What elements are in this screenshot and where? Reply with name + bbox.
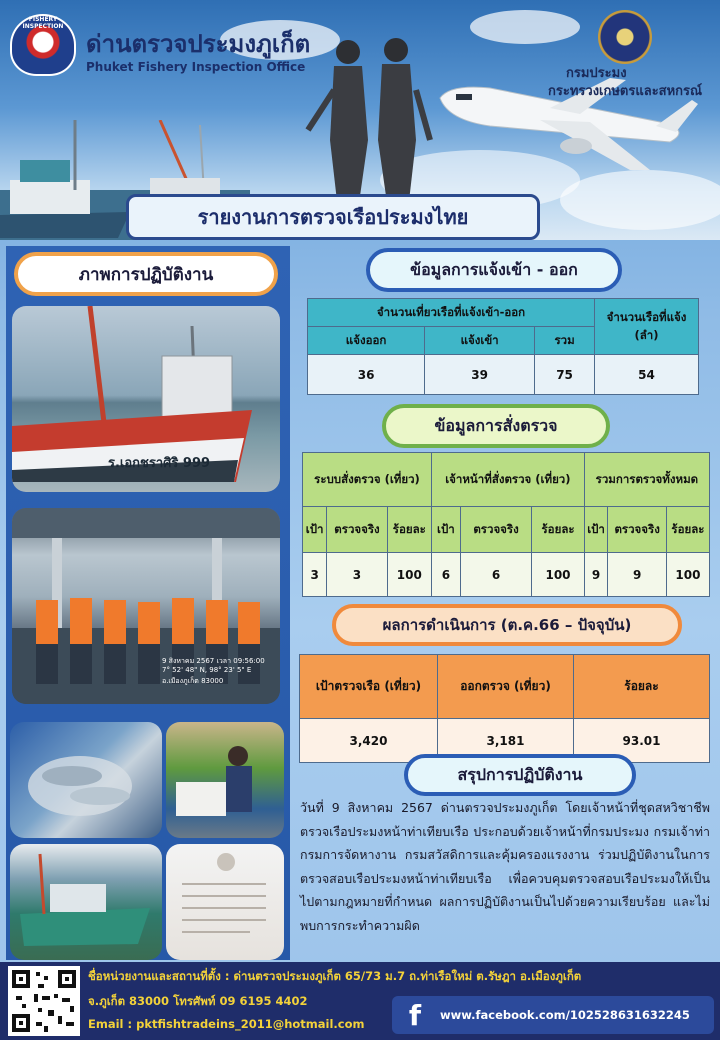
- arrival-departure-table: [307, 298, 699, 395]
- system-orders-header: ระบบสั่งตรวจ (เที่ยว): [303, 453, 432, 507]
- inspection-team-photo: [12, 508, 280, 704]
- inspection-target-value: 3,420: [300, 719, 438, 763]
- office-name-english: Phuket Fishery Inspection Office: [86, 60, 306, 74]
- total-value: 75: [535, 355, 595, 395]
- results-section-title: ผลการดำเนินการ (ต.ค.66 – ปัจจุบัน): [332, 604, 682, 646]
- fish-catch-photo: [10, 722, 162, 838]
- inspections-done-value: 3,181: [438, 719, 574, 763]
- inspection-form-photo: [166, 844, 284, 960]
- target-header: เป้า: [584, 507, 608, 553]
- notified-out-value: 36: [308, 355, 425, 395]
- inspection-orders-table: [302, 452, 710, 597]
- document-check-photo: [166, 722, 284, 838]
- results-table: [299, 654, 710, 763]
- notified-in-value: 39: [425, 355, 535, 395]
- system-actual-value: 3: [327, 553, 387, 597]
- footer-email[interactable]: Email : pktfishtradeins_2011@hotmail.com: [88, 1017, 365, 1031]
- percent-header: ร้อยละ: [666, 507, 709, 553]
- photo-timestamp: 9 สิงหาคม 2567 เวลา 09:56:00: [162, 657, 265, 665]
- actual-header: ตรวจจริง: [608, 507, 667, 553]
- vessels-value: 54: [595, 355, 699, 395]
- percent-header: ร้อยละ: [532, 507, 584, 553]
- office-name-thai: ด่านตรวจประมงภูเก็ต: [86, 30, 311, 58]
- all-target-value: 9: [584, 553, 608, 597]
- total-inspections-header: รวมการตรวจทั้งหมด: [584, 453, 709, 507]
- system-target-value: 3: [303, 553, 327, 597]
- photo-coordinates: 7° 52' 48" N, 98° 23' 5" E: [162, 666, 252, 674]
- results-percent-value: 93.01: [574, 719, 710, 763]
- summary-section-title: สรุปการปฏิบัติงาน: [404, 754, 636, 796]
- results-percent-header: ร้อยละ: [574, 655, 710, 719]
- officer-percent-value: 100: [532, 553, 584, 597]
- inspection-section-title: ข้อมูลการสั่งตรวจ: [382, 404, 610, 448]
- footer-address: ชื่อหน่วยงานและสถานที่ตั้ง : ด่านตรวจประมงภูเก็ต 65/73 ม.7 ถ.ท่าเรือใหม่ ต.รัษฎา อ.เมืองภูเก็ต: [88, 969, 582, 983]
- target-header: เป้า: [303, 507, 327, 553]
- photo-section-title: ภาพการปฏิบัติงาน: [14, 252, 278, 296]
- fishing-boat-photo: [12, 306, 280, 492]
- officer-actual-value: 6: [460, 553, 531, 597]
- photo-location: อ.เมืองภูเก็ต 83000: [162, 677, 224, 685]
- all-percent-value: 100: [666, 553, 709, 597]
- all-actual-value: 9: [608, 553, 667, 597]
- qr-code[interactable]: [8, 966, 80, 1036]
- facebook-icon: f: [408, 998, 422, 1032]
- officer-orders-header: เจ้าหน้าที่สั่งตรวจ (เที่ยว): [431, 453, 584, 507]
- trips-header: จำนวนเที่ยวเรือที่แจ้งเข้า-ออก: [308, 299, 595, 327]
- actual-header: ตรวจจริง: [460, 507, 531, 553]
- officer-target-value: 6: [431, 553, 460, 597]
- notified-out-header: แจ้งออก: [308, 327, 425, 355]
- logo-label: FISHERY INSPECTION: [22, 16, 64, 30]
- vessels-header: จำนวนเรือที่แจ้ง (ลำ): [595, 299, 699, 355]
- facebook-url: www.facebook.com/102528631632245: [440, 1008, 690, 1022]
- total-header: รวม: [535, 327, 595, 355]
- table-row: [303, 553, 710, 597]
- summary-paragraph: วันที่ 9 สิงหาคม 2567 ด่านตรวจประมงภูเก็ต โดยเจ้าหน้าที่ชุดสหวิชาชีพตรวจเรือประมงหน้าท่าเทียบเรือ ประกอบด้วยเจ้าหน้าที่กรมประมง กรมเจ้าท่า กรมการจัดหางาน กรมสวัสดิการและคุ้มครองแรงงาน ร่วมปฏิบัติงานในการตรวจสอบเรือประมงหน้าท่าเทียบเรือ เพื่อควบคุมตรวจสอบเรือประมงให้เป็นไปตามกฎหมายที่กำหนด ผลการปฏิบัติงานเป็นไปด้วยความเรียบร้อย และไม่พบการกระทำความผิด: [300, 800, 710, 933]
- footer-phone: จ.ภูเก็ต 83000 โทรศัพท์ 09 6195 4402: [88, 994, 308, 1008]
- heroines-statue-image: [298, 30, 438, 210]
- actual-header: ตรวจจริง: [327, 507, 387, 553]
- arrival-section-title: ข้อมูลการแจ้งเข้า - ออก: [366, 248, 622, 292]
- percent-header: ร้อยละ: [387, 507, 431, 553]
- system-percent-value: 100: [387, 553, 431, 597]
- facebook-link[interactable]: [392, 996, 714, 1034]
- inspections-done-header: ออกตรวจ (เที่ยว): [438, 655, 574, 719]
- department-name: กรมประมง: [566, 66, 627, 81]
- table-row: [308, 355, 699, 395]
- department-of-fisheries-seal: [598, 10, 652, 64]
- target-header: เป้า: [431, 507, 460, 553]
- docked-boat-photo: [10, 844, 162, 960]
- boat-name-label: ร.เอกชราศิริ 999: [108, 456, 211, 471]
- notified-in-header: แจ้งเข้า: [425, 327, 535, 355]
- report-title: รายงานการตรวจเรือประมงไทย: [126, 194, 540, 240]
- inspection-target-header: เป้าตรวจเรือ (เที่ยว): [300, 655, 438, 719]
- ministry-name: กระทรวงเกษตรและสหกรณ์: [548, 84, 703, 99]
